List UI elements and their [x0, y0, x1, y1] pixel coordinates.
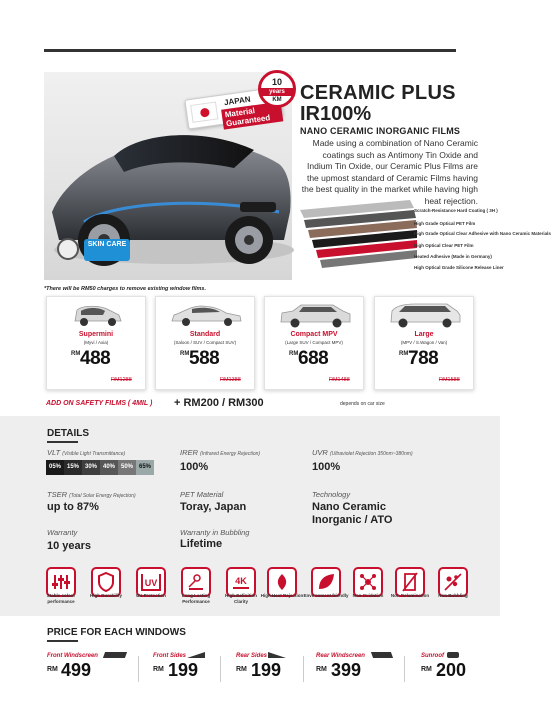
- card-name: Large: [414, 331, 434, 338]
- japan-label: JAPAN: [223, 94, 252, 108]
- pet-value: Toray, Japan: [180, 501, 247, 513]
- card-old-price: RM1588: [439, 377, 460, 383]
- tser-label-text: TSER: [47, 490, 68, 499]
- card-old-price: RM1288: [111, 377, 132, 383]
- window-currency: RM: [153, 666, 164, 673]
- hatchback-car-icon: [57, 301, 137, 329]
- layer-label-6: High Optical Grade Silicone Release Liner: [414, 265, 504, 270]
- bubbling-warranty-value: Lifetime: [180, 538, 223, 550]
- technology-value-1: Nano Ceramic: [312, 501, 386, 513]
- irer-label: [180, 448, 260, 457]
- feature-label: High Durability: [89, 593, 122, 598]
- card-currency: RM: [399, 351, 409, 357]
- sunroof-glass-icon: [447, 652, 459, 658]
- certification-seal-icon: [57, 238, 79, 260]
- mpv-car-icon: [385, 301, 465, 329]
- window-price-sunroof: 200: [436, 660, 467, 680]
- vlt-option-65: 65%: [136, 460, 154, 475]
- card-name: Standard: [189, 331, 221, 338]
- feature-label: Long Lasting Performance: [181, 593, 211, 604]
- card-price: 488: [80, 348, 111, 369]
- irer-sublabel: (Infrared Energy Rejection): [200, 451, 261, 457]
- addon-price: + RM200 / RM300: [174, 397, 264, 409]
- layer-label-1: Scratch-Resistance Hard Coating ( 3H ): [414, 208, 498, 213]
- layer-label-3: High Grade Optical Clear Adhesive with Nano Ceramic Materials: [414, 231, 551, 236]
- feature-label: Non Bubbling: [438, 593, 468, 598]
- feature-label: High Heat Rejection: [260, 593, 304, 598]
- irer-label-text: IRER: [180, 448, 198, 457]
- warranty-stamp: [258, 70, 296, 108]
- price-card-large: [374, 296, 474, 390]
- feature-label: Non Oxidation: [352, 593, 384, 598]
- card-name: Compact MPV: [290, 331, 338, 338]
- price-card-standard: [155, 296, 255, 390]
- window-prices-underline: [47, 640, 78, 642]
- product-subtitle: IR100%: [300, 103, 372, 125]
- addon-note: depends on car size: [340, 401, 385, 407]
- window-separator: [303, 656, 304, 682]
- top-divider: [44, 49, 456, 52]
- feature-label: Non Delamination: [390, 593, 430, 598]
- warranty-label: Warranty: [47, 528, 78, 537]
- uvr-label-text: UVR: [312, 448, 328, 457]
- card-currency: RM: [71, 351, 81, 357]
- window-price-rear-windscreen: 399: [331, 660, 362, 680]
- technology-value-2: Inorganic / ATO: [312, 514, 393, 526]
- uvr-label: [312, 448, 413, 457]
- bubbling-warranty-label: Warranty in Bubbling: [180, 528, 250, 537]
- card-currency: RM: [180, 351, 190, 357]
- uvr-value: 100%: [312, 461, 341, 473]
- skin-care-badge: SKIN CARE: [84, 239, 130, 261]
- rear-windscreen-glass-icon: [371, 652, 393, 658]
- window-currency: RM: [236, 666, 247, 673]
- card-price: 588: [189, 348, 220, 369]
- vlt-option-50: 50%: [118, 460, 136, 475]
- vlt-option-30: 30%: [82, 460, 100, 475]
- 4k-icon-text: 4K: [235, 576, 247, 586]
- feature-label: Stable colour performance: [46, 593, 76, 604]
- feature-label: High Definition Clarity: [225, 593, 257, 604]
- front-windscreen-glass-icon: [103, 652, 127, 658]
- card-desc: (Large SUV / Compact MPV): [285, 340, 343, 345]
- vlt-sublabel: (Visible Light Transmittance): [62, 451, 126, 457]
- uv-icon-text: UV: [144, 578, 158, 588]
- front-sides-glass-icon: [187, 652, 205, 658]
- tser-label: [47, 490, 136, 499]
- layer-label-4: High Optical Clear PET Film: [414, 243, 474, 248]
- addon-safety-films-label: ADD ON SAFETY FILMS ( 4MIL ): [46, 400, 153, 407]
- card-desc: (Saloon / SUV / Compact SUV): [173, 340, 237, 345]
- card-price: 688: [298, 348, 329, 369]
- product-title: CERAMIC PLUS: [300, 82, 456, 104]
- window-currency: RM: [316, 666, 327, 673]
- window-label-front-sides: Front Sides: [153, 653, 187, 659]
- window-label-rear-windscreen: Rear Windscreen: [316, 653, 365, 659]
- window-price-rear-sides: 199: [251, 660, 282, 680]
- tser-sublabel: (Total Solar Energy Rejection): [69, 493, 136, 499]
- rear-sides-glass-icon: [268, 652, 286, 658]
- saloon-car-icon: [166, 301, 246, 329]
- window-prices-title: PRICE FOR EACH WINDOWS: [47, 627, 186, 638]
- window-separator: [220, 656, 221, 682]
- vlt-label: [47, 448, 125, 457]
- window-currency: RM: [47, 666, 58, 673]
- film-layer-diagram: [290, 200, 420, 280]
- japan-flag-icon: [190, 101, 218, 122]
- price-card-compact-mpv: [264, 296, 364, 390]
- window-separator: [404, 656, 405, 682]
- pet-label: PET Material: [180, 490, 224, 499]
- card-desc: (MPV / S.Wagon / Van): [400, 340, 448, 345]
- vlt-options-bar: [46, 460, 154, 475]
- card-price: 788: [408, 348, 439, 369]
- window-price-front-windscreen: 499: [61, 660, 92, 680]
- card-old-price: RM1488: [329, 377, 350, 383]
- feature-label: Environment friendly: [303, 593, 349, 598]
- details-title: DETAILS: [47, 428, 90, 439]
- tser-value: up to 87%: [47, 501, 99, 513]
- product-films-heading: NANO CERAMIC INORGANIC FILMS: [300, 126, 461, 136]
- irer-value: 100%: [180, 461, 209, 473]
- vlt-option-05: 05%: [46, 460, 64, 475]
- feature-label: UV Protection: [136, 593, 166, 598]
- window-separator: [138, 656, 139, 682]
- window-currency: RM: [421, 666, 432, 673]
- layer-label-5: Heated Adhesive (Made in Germany): [414, 254, 492, 259]
- removal-charge-note: *There will be RM50 charges to remove existing window films.: [44, 286, 206, 292]
- material-guaranteed-label: Material Guaranteed: [221, 101, 283, 129]
- suv-car-icon: [275, 301, 355, 329]
- window-label-front-windscreen: Front Windscreen: [47, 653, 98, 659]
- technology-label: Technology: [312, 490, 351, 499]
- details-title-underline: [47, 441, 78, 443]
- vlt-option-40: 40%: [100, 460, 118, 475]
- card-currency: RM: [289, 351, 299, 357]
- card-old-price: RM1388: [220, 377, 241, 383]
- layer-label-2: High Grade Optical PET Film: [414, 221, 476, 226]
- price-card-supermini: [46, 296, 146, 390]
- product-description: Made using a combination of Nano Ceramic coatings such as Antimony Tin Oxide and Indium Tin Oxide, our Ceramic Plus Films are the upmost standard of Ceramic Films having the best quality in the market while having high heat rejection.: [301, 138, 478, 206]
- stamp-years: years: [261, 88, 293, 96]
- vlt-label-text: VLT: [47, 448, 61, 457]
- window-price-front-sides: 199: [168, 660, 199, 680]
- stamp-number: 10: [271, 77, 282, 87]
- window-label-sunroof: Sunroof: [421, 653, 444, 659]
- warranty-value: 10 years: [47, 540, 92, 552]
- uvr-sublabel: (Ultraviolet Rejection 350nm~380nm): [329, 451, 413, 457]
- card-desc: (Myvi / Axia): [83, 340, 109, 345]
- card-name: Supermini: [78, 331, 114, 338]
- stamp-unit: KM: [272, 97, 282, 103]
- vlt-option-15: 15%: [64, 460, 82, 475]
- window-label-rear-sides: Rear Sides: [236, 653, 268, 659]
